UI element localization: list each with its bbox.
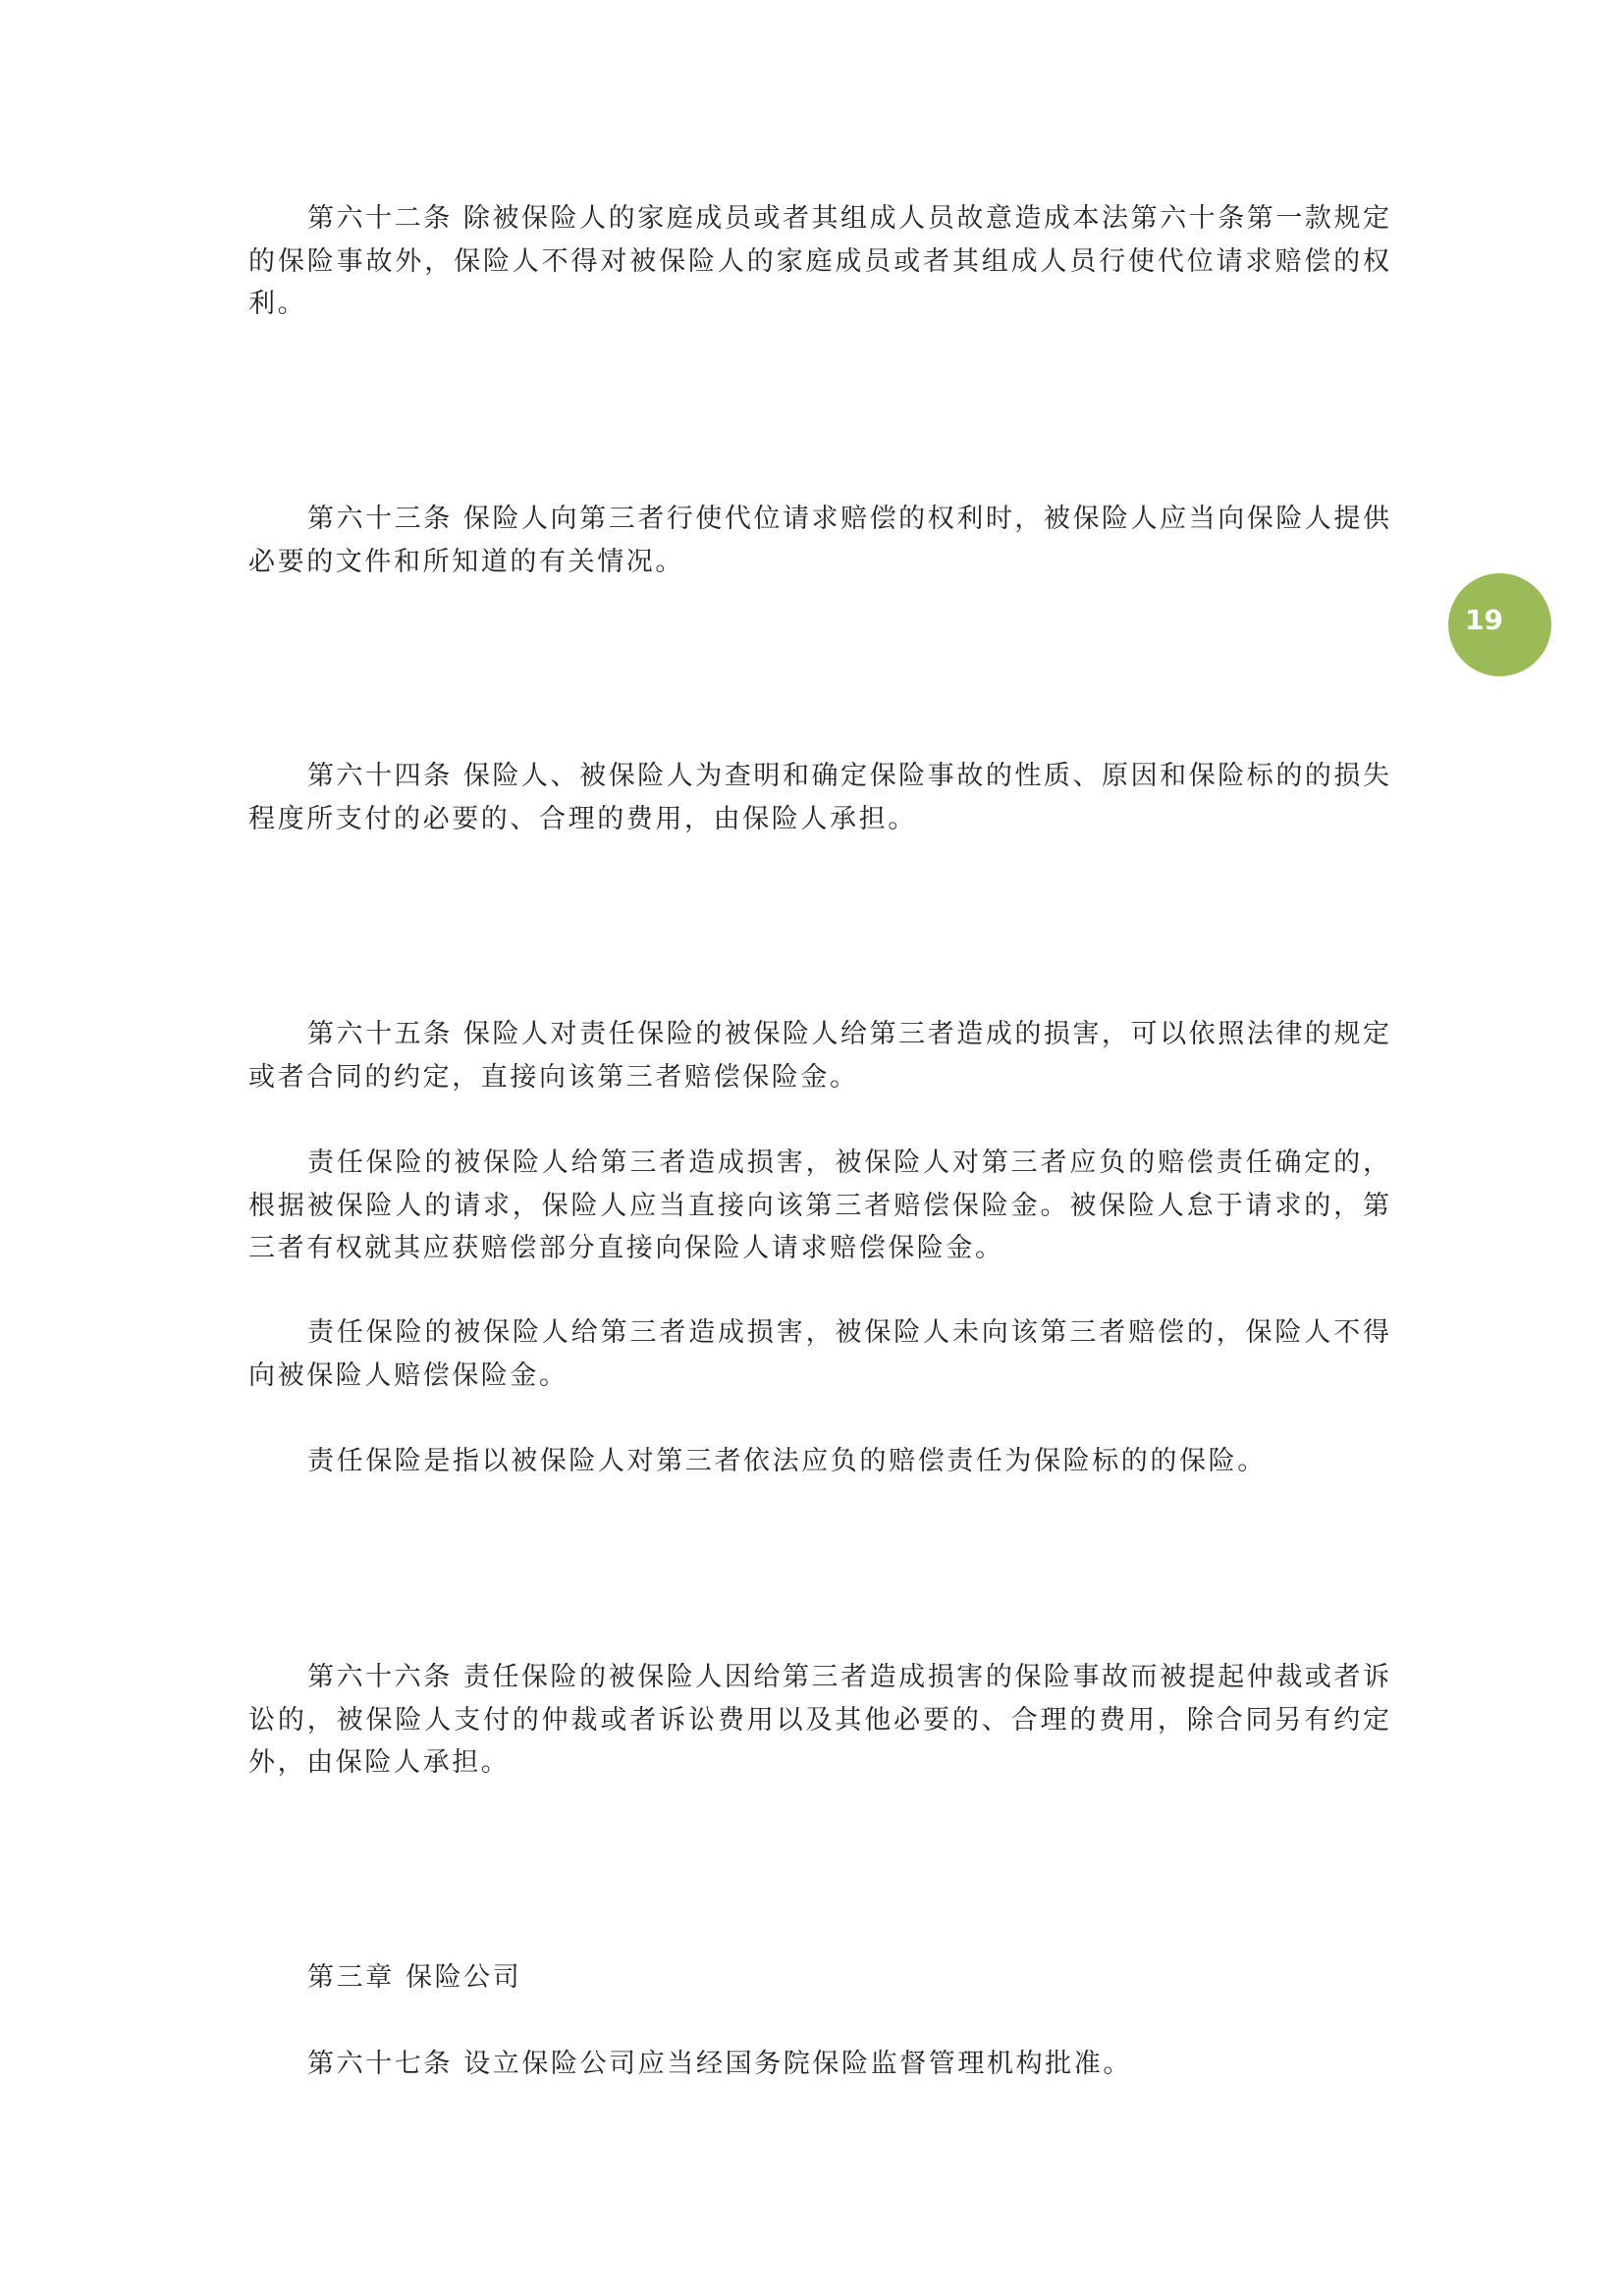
text-line: 或者合同的约定，直接向该第三者赔偿保险金。: [248, 1061, 859, 1093]
paragraph: [248, 2043, 1389, 2086]
text-line: 第六十二条 除被保险人的家庭成员或者其组成人员故意造成本法第六十条第一款规定: [307, 203, 1389, 234]
text-line: 三者有权就其应获赔偿部分直接向保险人请求赔偿保险金。: [248, 1233, 1004, 1264]
text-line: 外，由保险人承担。: [248, 1747, 511, 1779]
paragraph: [248, 1311, 1389, 1397]
paragraph: [248, 755, 1389, 840]
paragraph: [248, 1013, 1389, 1098]
text-line: 责任保险是指以被保险人对第三者依法应负的赔偿责任为保险标的的保险。: [307, 1446, 1267, 1476]
text-line: 第六十四条 保险人、被保险人为查明和确定保险事故的性质、原因和保险标的的损失: [307, 761, 1389, 791]
text-line: 必要的文件和所知道的有关情况。: [248, 546, 684, 577]
paragraph: [248, 1656, 1389, 1785]
paragraph: [248, 1956, 1389, 2000]
paragraph: [248, 1440, 1389, 1483]
text-line: 第六十五条 保险人对责任保险的被保险人给第三者造成的损害，可以依照法律的规定: [307, 1019, 1389, 1049]
text-line: 第三章 保险公司: [307, 1962, 522, 1993]
text-line: 利。: [248, 289, 307, 320]
text-line: 第六十七条 设立保险公司应当经国务院保险监督管理机构批准。: [307, 2049, 1132, 2079]
text-line: 的保险事故外，保险人不得对被保险人的家庭成员或者其组成人员行使代位请求赔偿的权: [248, 245, 1389, 277]
text-line: 讼的，被保险人支付的仲裁或者诉讼费用以及其他必要的、合理的费用，除合同另有约定: [248, 1704, 1389, 1735]
text-line: 责任保险的被保险人给第三者造成损害，被保险人对第三者应负的赔偿责任确定的，: [307, 1148, 1389, 1178]
text-line: 第六十三条 保险人向第三者行使代位请求赔偿的权利时，被保险人应当向保险人提供: [307, 504, 1389, 534]
paragraph: [248, 498, 1389, 583]
page-number-badge: [1448, 573, 1551, 676]
page-number: 19: [1465, 604, 1503, 636]
text-line: 向被保险人赔偿保险金。: [248, 1360, 568, 1391]
paragraph: [248, 197, 1389, 326]
text-line: 第六十六条 责任保险的被保险人因给第三者造成损害的保险事故而被提起仲裁或者诉: [307, 1662, 1389, 1692]
paragraph: [248, 1142, 1389, 1270]
text-line: 责任保险的被保险人给第三者造成损害，被保险人未向该第三者赔偿的，保险人不得: [307, 1317, 1389, 1348]
text-line: 根据被保险人的请求，保险人应当直接向该第三者赔偿保险金。被保险人怠于请求的，第: [248, 1190, 1389, 1221]
text-line: 程度所支付的必要的、合理的费用，由保险人承担。: [248, 803, 917, 834]
